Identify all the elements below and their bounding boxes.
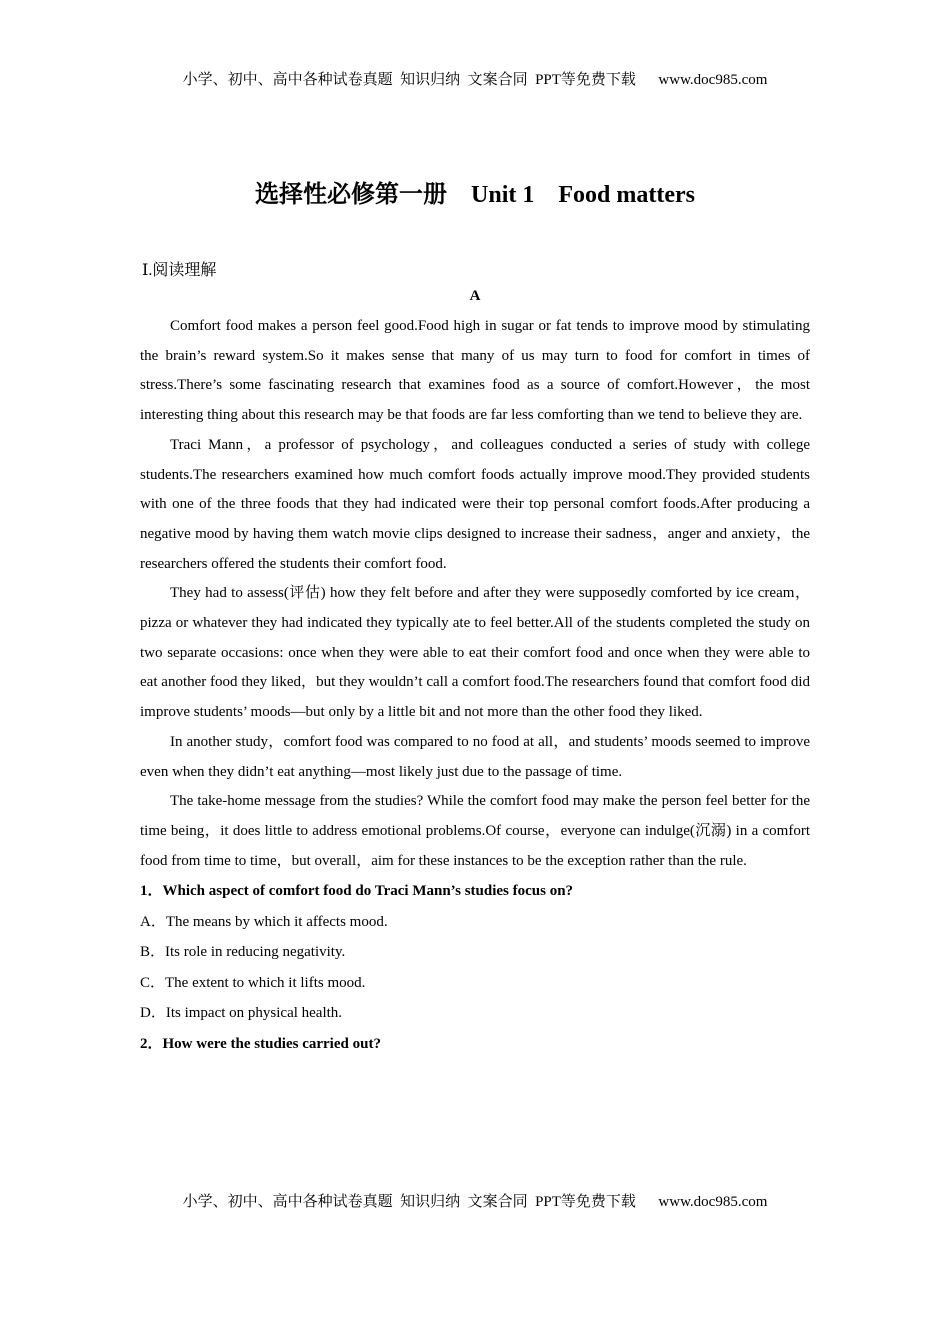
question-1-option-b: B．Its role in reducing negativity. <box>140 944 346 961</box>
page-header: 小学、初中、高中各种试卷真题 知识归纳 文案合同 PPT等免费下载 www.doc985.com <box>182 72 768 88</box>
document-body <box>140 312 810 1059</box>
question-1-option-a: A．The means by which it affects mood. <box>140 913 388 930</box>
question-1-option-d: D．Its impact on physical health. <box>140 1005 343 1022</box>
question-1-stem: 1．Which aspect of comfort food do Traci Mann’s studies focus on? <box>140 883 574 900</box>
page-footer: 小学、初中、高中各种试卷真题 知识归纳 文案合同 PPT等免费下载 www.doc985.com <box>182 1194 768 1210</box>
question-2-stem: 2．How were the studies carried out? <box>140 1035 381 1052</box>
passage-paragraph-4: In another study，comfort food was compared to no food at all，and students’ moods seemed to improve even when they didn’t eat anything—most likely just due to the passage of time. <box>140 733 810 780</box>
page-title: 选择性必修第一册 Unit 1 Food matters <box>255 182 695 208</box>
section-heading: Ⅰ.阅读理解 <box>142 262 217 279</box>
passage-paragraph-3: They had to assess(评估) how they felt before and after they were supposedly comforted by ice cream，pizza or whatever they had indicated they typically ate to feel better.All of the students completed the study on two separate occasions: once when they were able to eat their comfort food and once when they were able to eat another food they liked，but they wouldn’t call a comfort food.The researchers found that comfort food did improve students’ moods—but only by a little bit and not more than the other food they liked. <box>140 585 810 721</box>
passage-paragraph-5: The take-home message from the studies? While the comfort food may make the person feel better for the time being，it does little to address emotional problems.Of course，everyone can indulge(沉溺) in a comfort food from time to time，but overall，aim for these instances to be the exception rather than the rule. <box>140 793 810 869</box>
question-1-option-c: C．The extent to which it lifts mood. <box>140 974 366 991</box>
passage-paragraph-1: Comfort food makes a person feel good.Food high in sugar or fat tends to improve mood by stimulating the brain’s reward system.So it makes sense that many of us may turn to food for comfort in times of stress.There’s some fascinating research that examines food as a source of comfort.However，the most interesting thing about this research may be that foods are far less comforting than we tend to believe they are. <box>140 318 810 424</box>
passage-label: A <box>469 288 481 304</box>
passage-paragraph-2: Traci Mann，a professor of psychology，and colleagues conducted a series of study with college students.The researchers examined how much comfort foods actually improve mood.They provided students with one of the three foods that they had indicated were their top personal comfort foods.After producing a negative mood by having them watch movie clips designed to increase their sadness，anger and anxiety，the researchers offered the students their comfort food. <box>140 436 810 572</box>
